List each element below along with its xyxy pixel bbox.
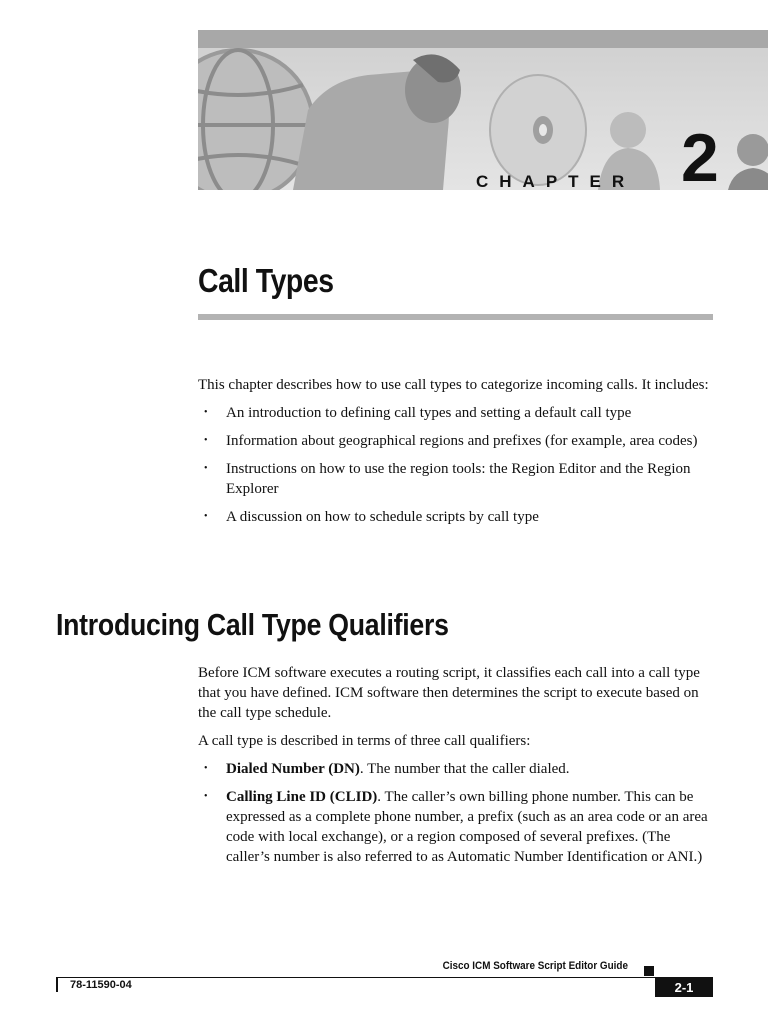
bullet-icon: • <box>204 511 208 522</box>
title-rule <box>198 314 713 320</box>
intro-bullet-list <box>198 403 713 527</box>
person-figure <box>293 54 461 190</box>
doc-number: 78-11590-04 <box>70 979 132 991</box>
list-item <box>198 759 713 779</box>
bullet-icon: • <box>204 763 208 774</box>
chapter-label: CHAPTER <box>476 172 636 191</box>
list-item-text: An introduction to defining call types and setting a default call type <box>226 405 632 421</box>
list-item-text: Instructions on how to use the region tools: the Region Editor and the Region Explorer <box>226 461 691 497</box>
list-item <box>198 431 713 451</box>
intro-section <box>198 375 713 535</box>
bullet-icon: • <box>204 463 208 474</box>
cd-disc-icon <box>490 75 586 185</box>
list-item-text: Information about geographical regions and prefixes (for example, area codes) <box>226 433 698 449</box>
bullet-icon: • <box>204 407 208 418</box>
qualifier-term: Calling Line ID (CLID) <box>226 789 378 805</box>
bullet-icon: • <box>204 791 208 802</box>
qualifier-desc: . The number that the caller dialed. <box>359 761 570 777</box>
footer-marker <box>644 966 654 976</box>
qualifier-term: Dialed Number (DN) <box>226 761 360 777</box>
section-body <box>198 663 713 875</box>
chapter-number: 2 <box>681 120 719 196</box>
globe-icon <box>198 50 313 190</box>
section-heading: Introducing Call Type Qualifiers <box>56 607 449 642</box>
list-item <box>198 787 713 867</box>
list-item <box>198 403 713 423</box>
list-item-text: A discussion on how to schedule scripts by call type <box>226 509 539 525</box>
intro-paragraph: This chapter describes how to use call types to categorize incoming calls. It includes: <box>198 377 709 393</box>
section-paragraph: A call type is described in terms of three call qualifiers: <box>198 733 531 749</box>
footer-tick <box>56 978 58 992</box>
bullet-icon: • <box>204 435 208 446</box>
page-number: 2-1 <box>655 978 713 997</box>
guide-title: Cisco ICM Software Script Editor Guide <box>442 960 628 972</box>
chapter-title: Call Types <box>198 262 334 299</box>
list-item <box>198 459 713 499</box>
qualifier-list <box>198 759 713 867</box>
qualifier-desc: . The caller’s own billing phone number. This can be expressed as a complete phone number, a prefix (such as an area code or an area code with local exchange), or a region composed of several prefixes. (The caller’s number is also referred to as Automatic Number Identification or ANI.) <box>226 789 708 865</box>
footer-rule <box>56 977 713 978</box>
list-item <box>198 507 713 527</box>
section-paragraph: Before ICM software executes a routing script, it classifies each call into a call type that you have defined. ICM software then determines the script to execute based on the call type schedule. <box>198 665 700 721</box>
